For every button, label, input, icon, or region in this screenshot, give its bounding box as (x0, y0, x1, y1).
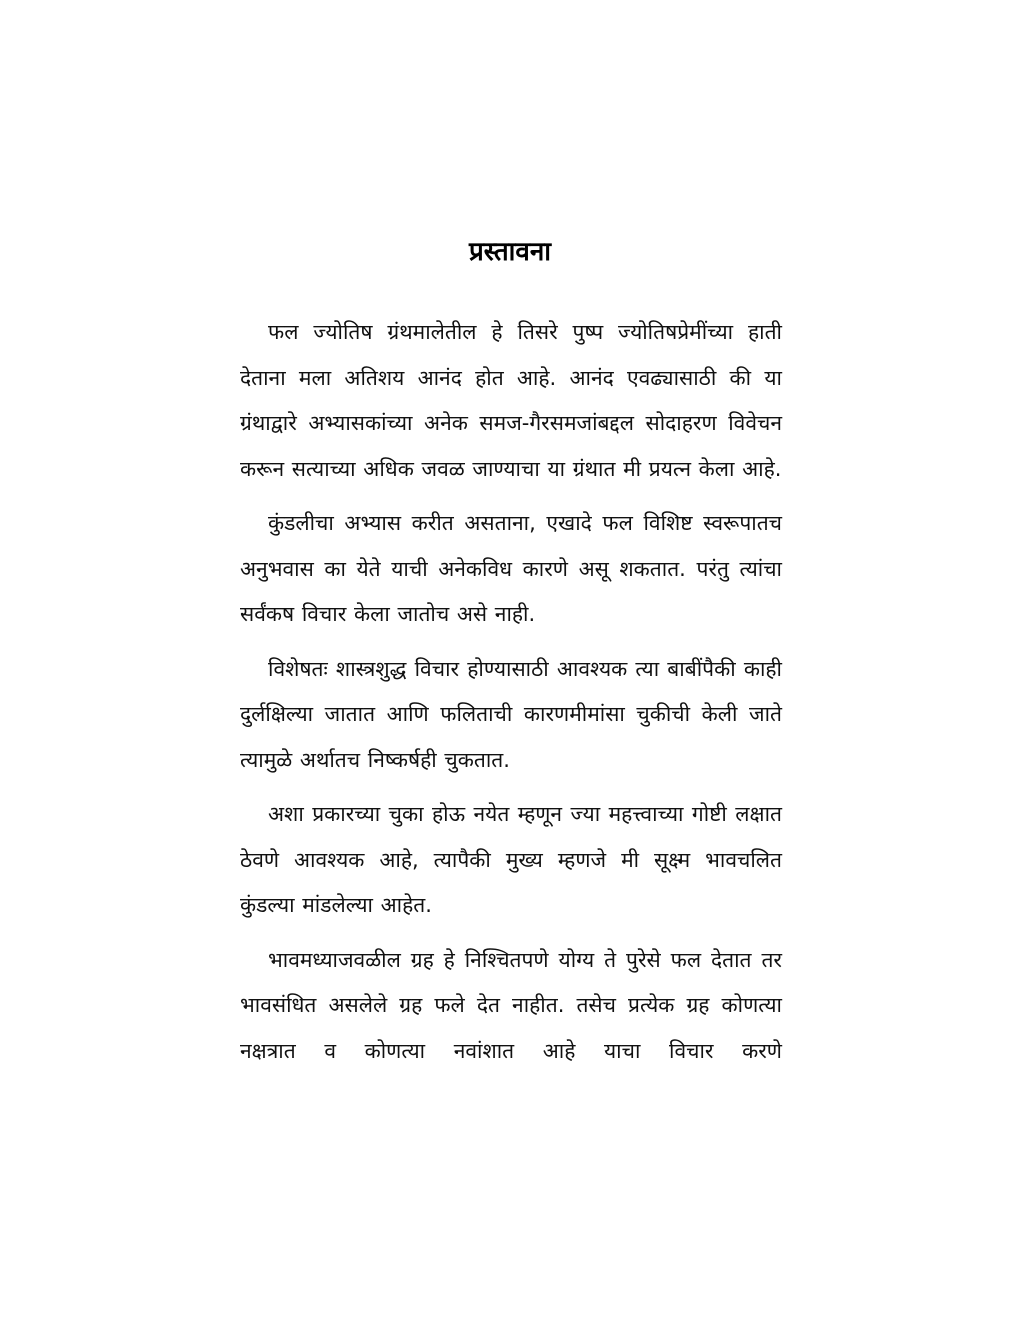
paragraph-2: कुंडलीचा अभ्यास करीत असताना, एखादे फल विशिष्ट स्वरूपातच अनुभवास का येते याची अनेकविध कारणे असू शकतात. परंतु त्यांचा सर्वंकष विचार केला जातोच असे नाही. (240, 511, 782, 626)
paragraph-5: भावमध्याजवळील ग्रह हे निश्चितपणे योग्य ते पुरेसे फल देतात तर भावसंधित असलेले ग्रह फले देत नाहीत. तसेच प्रत्येक ग्रह कोणत्या नक्षत्रात व कोणत्या नवांशात आहे याचा विचार करणे (240, 947, 782, 1063)
body-text (240, 310, 782, 1074)
paragraph-3: विशेषतः शास्त्रशुद्ध विचार होण्यासाठी आवश्यक त्या बाबींपैकी काही दुर्लक्षिल्या जातात आणि फलिताची कारणमीमांसा चुकीची केली जाते त्यामुळे अर्थातच निष्कर्षही चुकतात. (240, 656, 782, 772)
paragraph-1: फल ज्योतिष ग्रंथमालेतील हे तिसरे पुष्प ज्योतिषप्रेमींच्या हाती देताना मला अतिशय आनंद होत आहे. आनंद एवढ्यासाठी की या ग्रंथाद्वारे अभ्यासकांच्या अनेक समज-गैरसमजांबद्दल सोदाहरण विवेचन करून सत्याच्या अधिक जवळ जाण्याचा या ग्रंथात मी प्रयत्न केला आहे. (240, 320, 782, 481)
paragraph-4: अशा प्रकारच्या चुका होऊ नयेत म्हणून ज्या महत्त्वाच्या गोष्टी लक्षात ठेवणे आवश्यक आहे, त्यापैकी मुख्य म्हणजे मी सूक्ष्म भावचलित कुंडल्या मांडलेल्या आहेत. (240, 802, 782, 917)
page-title: प्रस्तावना (468, 237, 552, 267)
